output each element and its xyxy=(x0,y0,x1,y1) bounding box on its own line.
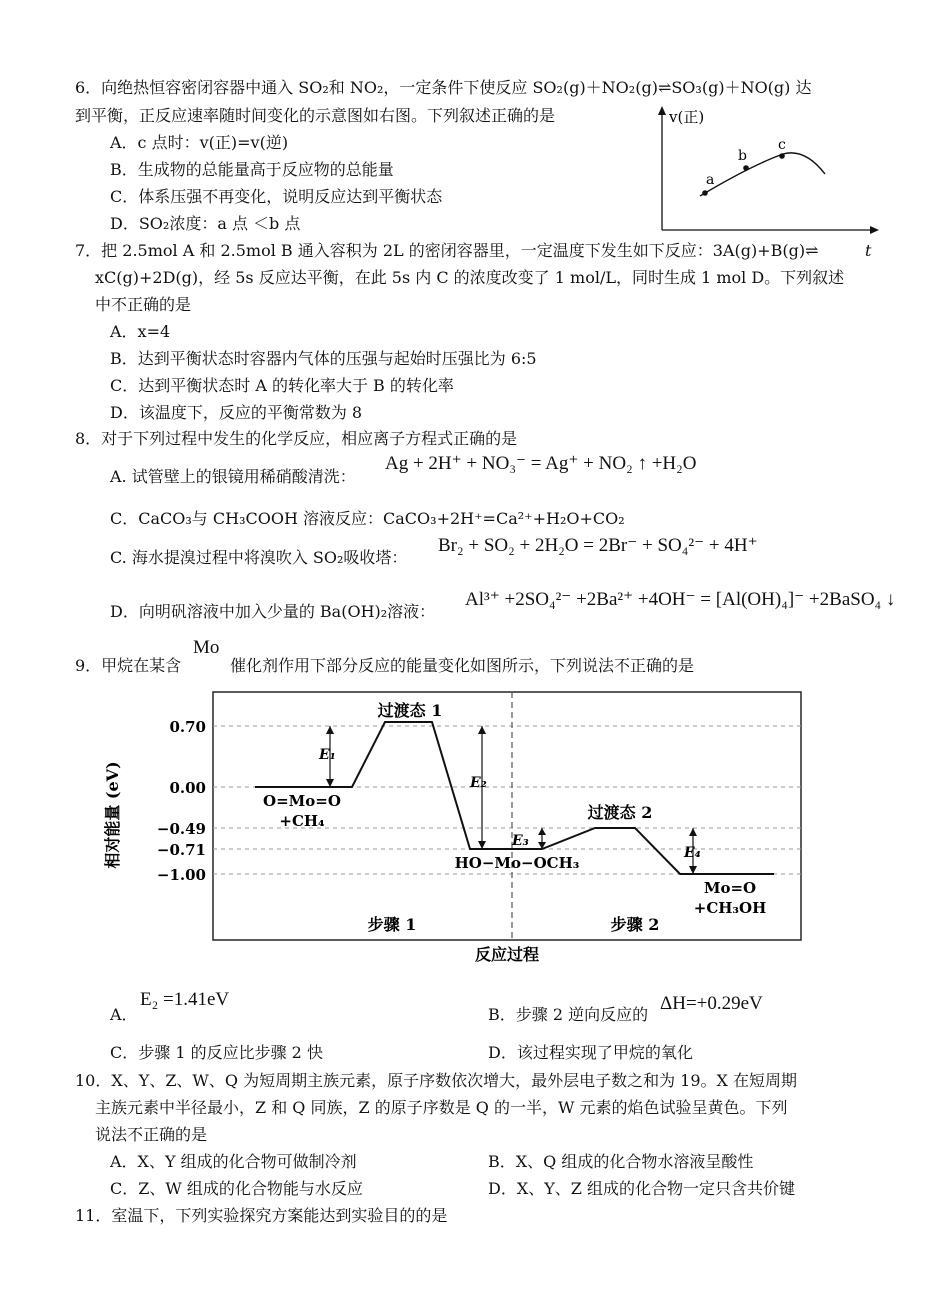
q6-rate-curve xyxy=(700,153,825,196)
q6-option-a: A．c 点时：v(正)=v(逆) xyxy=(110,133,289,152)
q9-ts1-label: 过渡态 1 xyxy=(377,701,443,720)
q6-option-b: B．生成物的总能量高于反应物的总能量 xyxy=(110,160,394,179)
q9-step1-label: 步骤 1 xyxy=(367,915,417,934)
q9-step2-label: 步骤 2 xyxy=(610,915,660,934)
q8-option-d-formula: Al³⁺ +2SO₄²⁻ +2Ba²⁺ +4OH⁻ = [Al(OH)₄]⁻ +2BaSO₄ ↓ xyxy=(465,589,896,610)
q9-intermediate-label: HO−Mo−OCH₃ xyxy=(454,854,580,872)
q7-stem-line2: xC(g)+2D(g)，经 5s 反应达平衡，在此 5s 内 C 的浓度改变了 1 mol/L，同时生成 1 mol D。下列叙述 xyxy=(95,268,845,287)
q8-stem: 8．对于下列过程中发生的化学反应，相应离子方程式正确的是 xyxy=(75,429,518,448)
q6-point-a-label: a xyxy=(706,172,715,188)
q6-point-a xyxy=(702,190,708,196)
q9-reactant-line2: +CH₄ xyxy=(279,812,325,830)
q9-tick-049: −0.49 xyxy=(156,820,206,838)
q10-option-d: D．X、Y、Z 组成的化合物一定只含共价键 xyxy=(488,1179,795,1198)
q6-x-label: t xyxy=(865,241,872,260)
q6-option-d: D．SO₂浓度：a 点 ＜b 点 xyxy=(110,214,301,233)
q6-y-arrow-icon xyxy=(658,106,666,115)
q9-tick-000: 0.00 xyxy=(169,779,206,797)
q9-e1-label: E₁ xyxy=(319,747,336,763)
q7-option-c: C．达到平衡状态时 A 的转化率大于 B 的转化率 xyxy=(110,376,454,395)
q6-x-arrow-icon xyxy=(870,226,879,234)
q9-product-line2: +CH₃OH xyxy=(693,899,767,917)
q9-product-line1: Mo=O xyxy=(703,879,757,897)
q9-stem-pre: 9．甲烷在某含 xyxy=(75,656,182,675)
q6-rate-time-figure xyxy=(655,104,885,240)
q9-reactant-line1: O=Mo=O xyxy=(263,792,341,810)
q10-stem-line3: 说法不正确的是 xyxy=(95,1125,208,1144)
q9-e4-arrowhead-up-icon xyxy=(689,828,697,836)
q11-stem: 11．室温下，下列实验探究方案能达到实验目的的是 xyxy=(75,1206,448,1225)
q9-option-a-label: A． xyxy=(110,1005,138,1024)
q9-e1-arrowhead-up-icon xyxy=(326,726,334,734)
q7-option-d: D．该温度下，反应的平衡常数为 8 xyxy=(110,403,363,422)
q8-option-c2-label: C. 海水提溴过程中将溴吹入 SO₂吸收塔： xyxy=(110,548,408,567)
q9-e4-arrowhead-down-icon xyxy=(689,866,697,874)
q10-option-a: A．X、Y 组成的化合物可做制冷剂 xyxy=(110,1152,357,1171)
q9-e2-arrowhead-up-icon xyxy=(478,726,486,734)
q9-option-b-formula: ΔH=+0.29eV xyxy=(660,993,763,1014)
q6-option-c: C．体系压强不再变化，说明反应达到平衡状态 xyxy=(110,187,443,206)
q8-option-a-formula: Ag + 2H⁺ + NO₃⁻ = Ag⁺ + NO₂ ↑ +H₂O xyxy=(385,453,697,474)
q7-option-a: A．x=4 xyxy=(110,322,171,341)
q10-option-b: B．X、Q 组成的化合物水溶液呈酸性 xyxy=(488,1152,754,1171)
q9-option-a-formula: E₂ =1.41eV xyxy=(140,989,230,1010)
q9-option-b-label: B．步骤 2 逆向反应的 xyxy=(488,1005,649,1024)
q8-option-d-label: D．向明矾溶液中加入少量的 Ba(OH)₂溶液： xyxy=(110,602,436,621)
q9-tick-070: 0.70 xyxy=(169,718,206,736)
q9-option-d: D．该过程实现了甲烷的氧化 xyxy=(488,1043,693,1062)
q9-y-axis-title: 相对能量 (eV) xyxy=(103,761,122,869)
q6-stem-line1: 6．向绝热恒容密闭容器中通入 SO₂和 NO₂，一定条件下使反应 SO₂(g)＋NO₂(g)⇌SO₃(g)＋NO(g) 达 xyxy=(75,78,812,97)
q9-e3-arrowhead-up-icon xyxy=(538,828,546,835)
q7-stem-line3: 中不正确的是 xyxy=(95,295,192,314)
q6-point-c-label: c xyxy=(778,137,786,153)
q8-option-c1: C．CaCO₃与 CH₃COOH 溶液反应：CaCO₃+2H⁺=Ca²⁺+H₂O+CO₂ xyxy=(110,509,625,528)
q9-tick-100: −1.00 xyxy=(156,866,206,884)
q10-stem-line2: 主族元素中半径最小，Z 和 Q 同族，Z 的原子序数是 Q 的一半，W 元素的焰色试验呈黄色。下列 xyxy=(95,1098,788,1117)
q8-option-c2-formula: Br₂ + SO₂ + 2H₂O = 2Br⁻ + SO₄²⁻ + 4H⁺ xyxy=(438,535,758,556)
q10-option-c: C．Z、W 组成的化合物能与水反应 xyxy=(110,1179,363,1198)
q9-option-c: C．步骤 1 的反应比步骤 2 快 xyxy=(110,1043,323,1062)
q9-e2-label: E₂ xyxy=(470,775,487,791)
q9-e1-arrowhead-down-icon xyxy=(326,779,334,787)
q9-e2-arrowhead-down-icon xyxy=(478,841,486,849)
q9-stem-post: 催化剂作用下部分反应的能量变化如图所示，下列说法不正确的是 xyxy=(230,656,695,675)
q6-point-b xyxy=(743,165,749,171)
q7-stem-line1: 7．把 2.5mol A 和 2.5mol B 通入容积为 2L 的密闭容器里，一定温度下发生如下反应：3A(g)+B(g)⇌ xyxy=(75,241,819,260)
q6-stem-line2: 到平衡，正反应速率随时间变化的示意图如右图。下列叙述正确的是 xyxy=(75,106,556,125)
q10-stem-line1: 10．X、Y、Z、W、Q 为短周期主族元素，原子序数依次增大，最外层电子数之和为 19。X 在短周期 xyxy=(75,1071,798,1090)
q6-y-label: v(正) xyxy=(669,108,705,126)
q7-option-b: B．达到平衡状态时容器内气体的压强与起始时压强比为 6:5 xyxy=(110,349,537,368)
q9-stem-mo: Mo xyxy=(193,637,220,658)
q9-energy-diagram xyxy=(90,690,810,970)
q9-e3-label: E₃ xyxy=(512,833,529,849)
q8-option-a-label: A. 试管壁上的银镜用稀硝酸清洗： xyxy=(110,467,356,486)
q9-tick-071: −0.71 xyxy=(156,841,206,859)
q6-point-c xyxy=(779,153,785,159)
q9-x-axis-title: 反应过程 xyxy=(474,945,540,964)
q6-point-b-label: b xyxy=(738,148,747,164)
q9-e4-label: E₄ xyxy=(684,845,701,861)
q9-ts2-label: 过渡态 2 xyxy=(587,803,653,822)
